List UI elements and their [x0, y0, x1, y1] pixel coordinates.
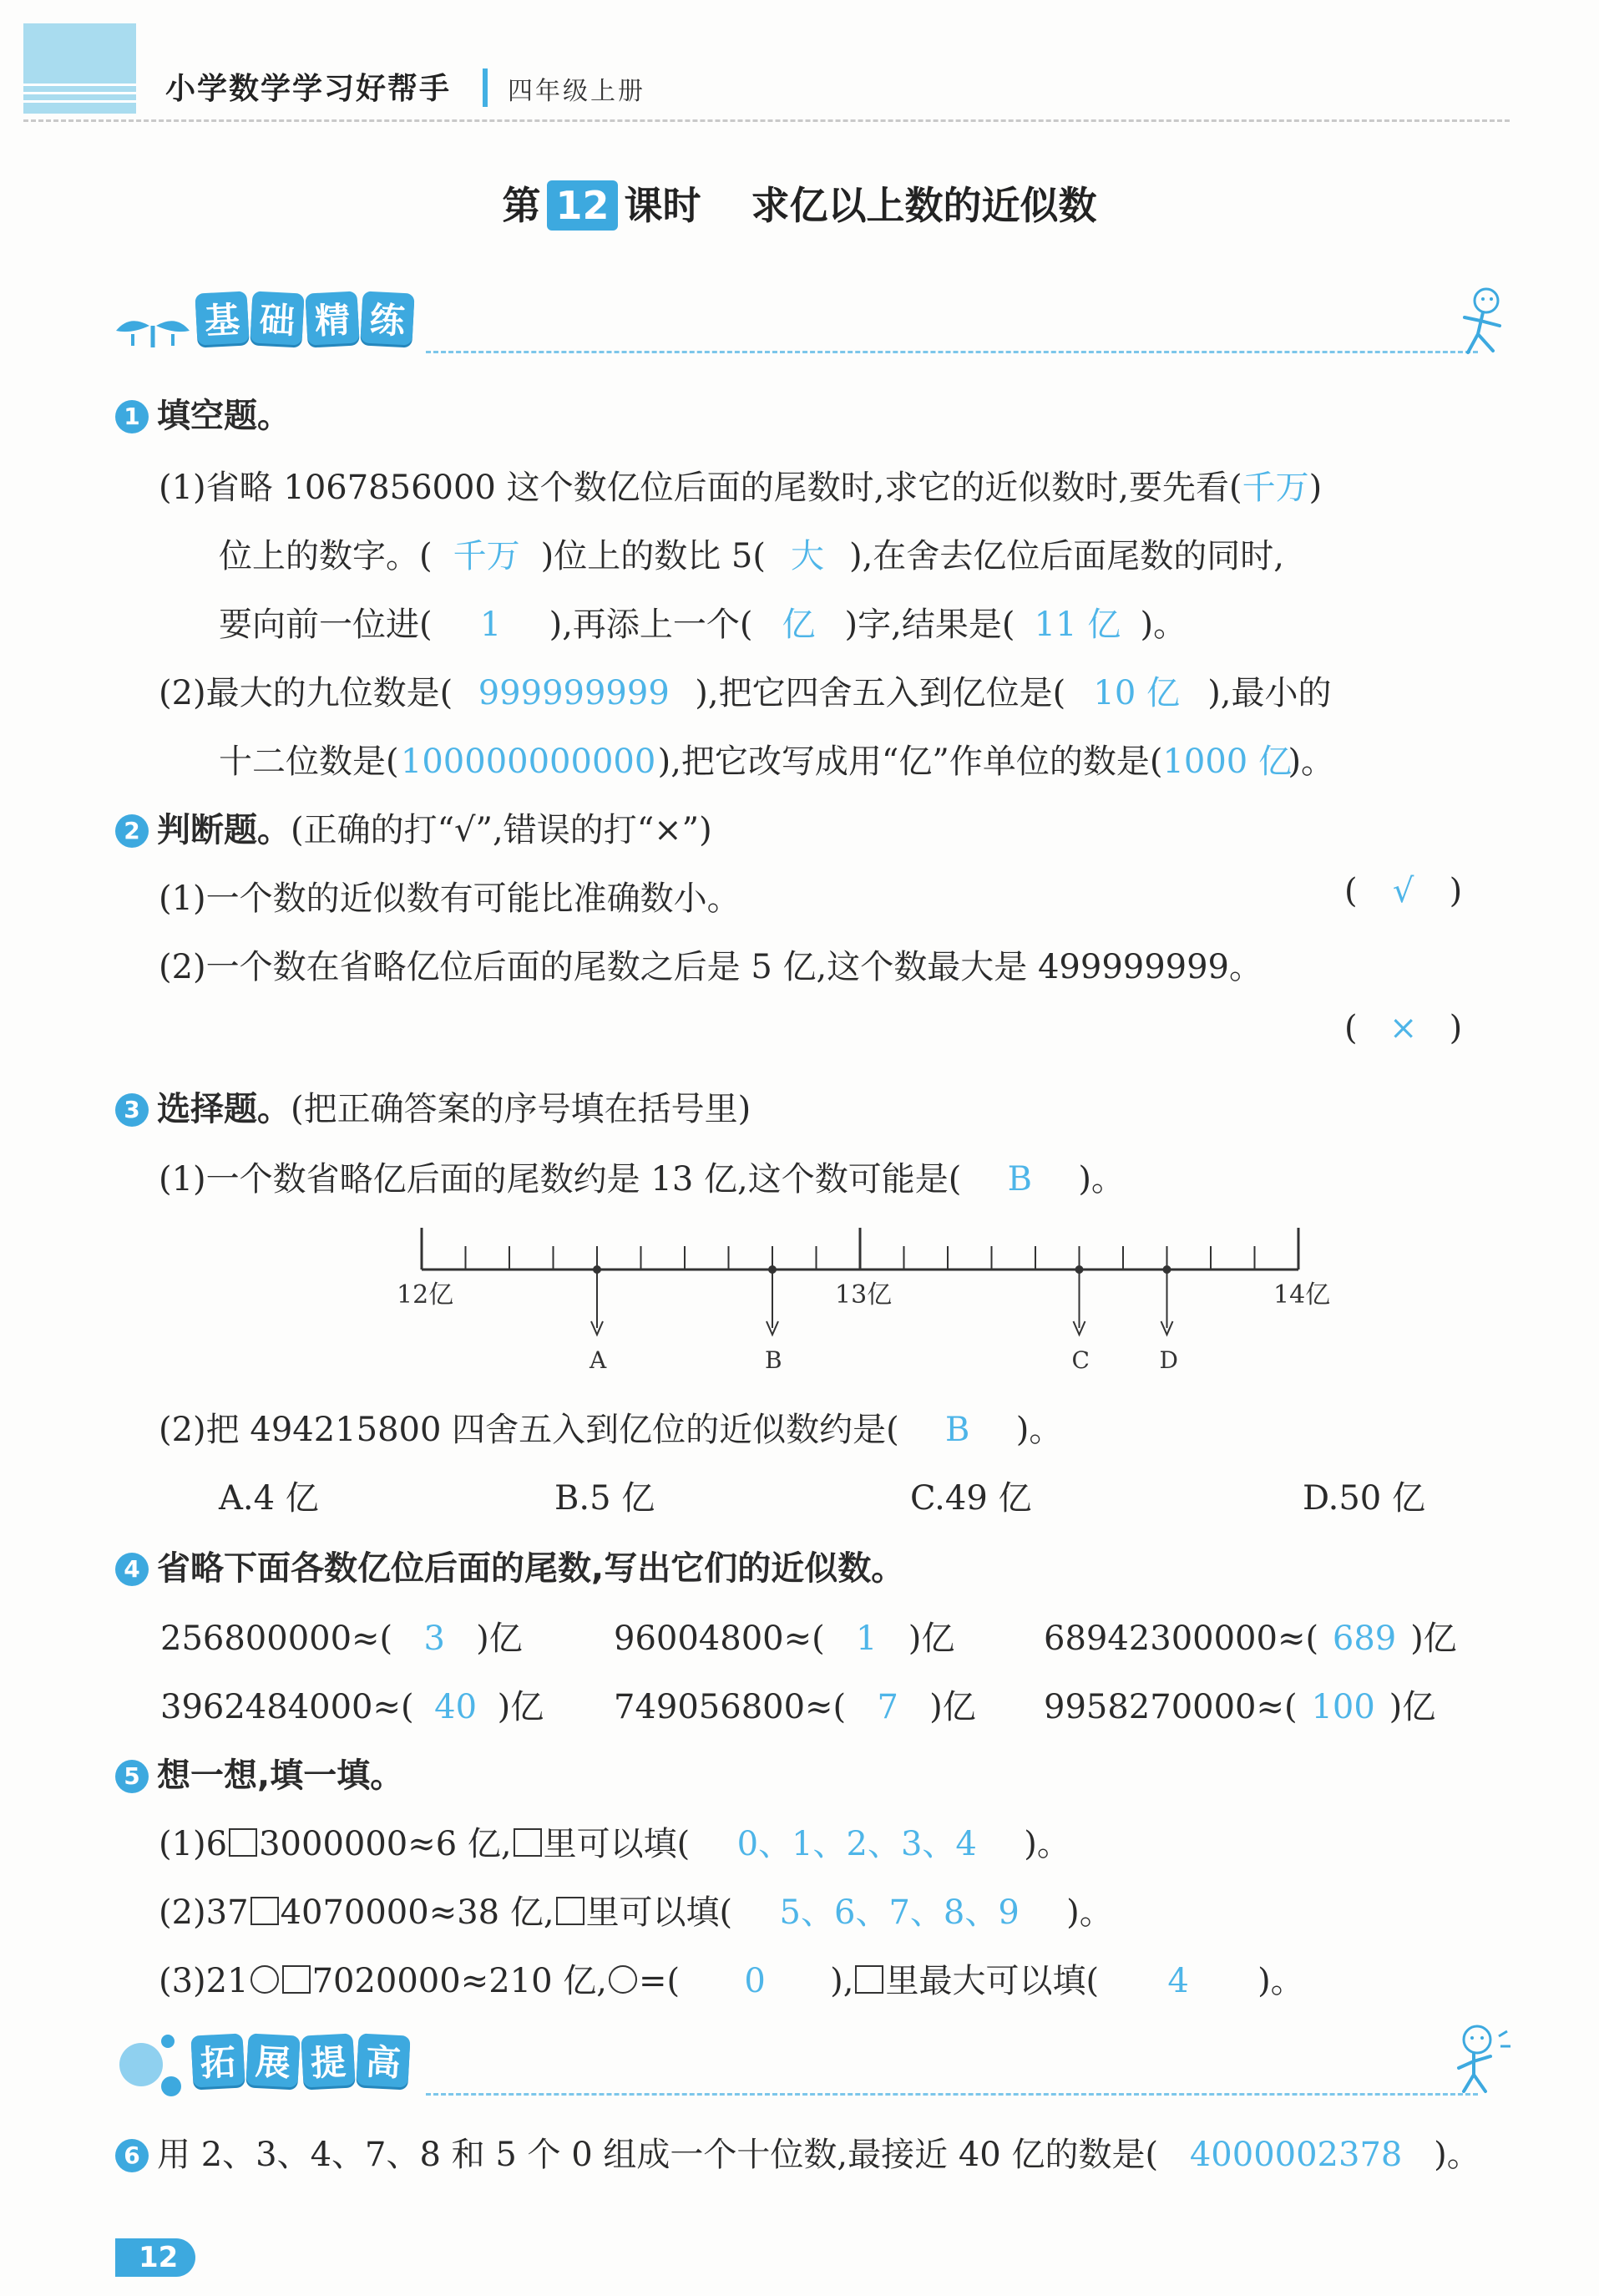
lesson-prefix: 第: [502, 183, 541, 228]
q6: [115, 2128, 1480, 2176]
q1-answer: 千万: [1242, 469, 1309, 507]
q4-heading: [115, 1542, 904, 1589]
q4-answer: 40: [434, 1688, 478, 1726]
section-char: 拓: [190, 2033, 245, 2087]
section-char: 展: [245, 2033, 300, 2087]
kid-running-icon: [1453, 284, 1511, 359]
q4-r2-c2: [614, 1680, 976, 1728]
q5-text: )。: [1066, 1893, 1113, 1932]
q3-option-a: A.4 亿: [219, 1479, 319, 1518]
q6-text: )。: [1434, 2136, 1480, 2174]
q5-answer: 5、6、7、8、9: [779, 1893, 1020, 1932]
q4-r2-c1: [160, 1680, 544, 1728]
bubbles-icon: [113, 2023, 192, 2102]
q1-answer: 亿: [782, 606, 816, 644]
q4-answer: 7: [877, 1688, 898, 1726]
q3-item2-text: )。: [1015, 1411, 1063, 1449]
q5-text: (3)21: [159, 1962, 249, 2000]
q1-l3-text: 要向前一位进(: [219, 606, 433, 644]
q1-answer: 10 亿: [1093, 674, 1181, 712]
q5-text: ),: [830, 1962, 854, 2000]
q5-heading: [115, 1749, 403, 1797]
blank-circle-icon: [609, 1965, 637, 1994]
q2-item1-answer-box: [1344, 872, 1462, 910]
q2-answer: ×: [1389, 1009, 1418, 1047]
q1-answer: 11 亿: [1034, 606, 1121, 644]
header-rule: [23, 119, 1510, 122]
q5-number-badge: 5: [115, 1760, 149, 1793]
q3-heading: [115, 1082, 751, 1130]
q5-text: )。: [1024, 1825, 1070, 1863]
q1-answer: 1000 亿: [1162, 743, 1292, 781]
blank-square-icon: [514, 1828, 542, 1857]
q3-answer: B: [1007, 1160, 1033, 1199]
q1-l4-text: ),把它四舍五入到亿位是(: [695, 674, 1066, 712]
q5-item2: [159, 1886, 1113, 1934]
q4-r1-c2: [614, 1612, 954, 1660]
q4-answer: 3: [423, 1619, 445, 1658]
q2-title: 判断题。: [157, 811, 291, 849]
q5-item3: [159, 1954, 1304, 2002]
q5-text: 7020000≈210 亿,: [311, 1962, 607, 2000]
section-dash: [426, 2093, 1478, 2096]
number-line-label: 13亿: [835, 1280, 893, 1310]
q3-option-b: B.5 亿: [554, 1479, 655, 1518]
q5-text: 3000000≈6 亿,: [259, 1825, 512, 1863]
q1-line3: [219, 598, 1187, 646]
blank-square-icon: [250, 1897, 279, 1925]
q1-number-badge: 1: [115, 400, 149, 433]
q1-l5-text: 十二位数是(: [219, 743, 399, 781]
q1-answer: 100000000000: [400, 743, 656, 781]
q4-title: 省略下面各数亿位后面的尾数,写出它们的近似数。: [157, 1549, 905, 1588]
q3-option-c: C.49 亿: [910, 1479, 1032, 1518]
q5-title: 想一想,填一填。: [157, 1756, 404, 1795]
q4-r2-c3: [1044, 1680, 1435, 1728]
q3-item1-text: )。: [1078, 1160, 1125, 1199]
section-char: 精: [305, 291, 359, 345]
section-char: 高: [356, 2033, 410, 2087]
section-char: 提: [301, 2033, 355, 2087]
q3-item1: [159, 1153, 1125, 1200]
lesson-topic: 求亿以上数的近似数: [751, 183, 1097, 228]
q5-text: 4070000≈38 亿,: [280, 1893, 554, 1932]
q4-r1-c3: [1044, 1612, 1457, 1660]
page-number: 12: [115, 2238, 195, 2277]
q4-number: 9958270000≈(: [1044, 1688, 1298, 1726]
q5-text: (2)37: [159, 1893, 249, 1932]
section-char: 础: [250, 291, 304, 345]
number-line-label: 12亿: [397, 1280, 454, 1310]
q1-title: 填空题。: [157, 397, 291, 435]
q1-line1: [159, 461, 1322, 509]
q1-heading: [115, 389, 291, 437]
q2-answer: √: [1392, 872, 1414, 910]
q3-answer: B: [945, 1411, 970, 1449]
q3-item2: [159, 1403, 1062, 1451]
q1-l5-text: ),把它改写成用“亿”作单位的数是(: [657, 743, 1163, 781]
header-decor-lines: [23, 84, 136, 109]
lesson-number: 12: [547, 180, 617, 231]
q1-answer: 千万: [453, 537, 520, 575]
q5-item1: [159, 1817, 1070, 1865]
q5-text: (1)6: [159, 1825, 228, 1863]
q1-answer: 大: [790, 537, 824, 575]
q1-answer: 999999999: [478, 674, 670, 712]
number-line: [392, 1219, 1336, 1370]
q6-answer: 4000002378: [1189, 2136, 1403, 2174]
q4-answer: 1: [855, 1619, 878, 1658]
paren-right: ): [1449, 1009, 1463, 1047]
q4-unit: )亿: [929, 1688, 976, 1726]
q2-item2-text: (2)一个数在省略亿位后面的尾数之后是 5 亿,这个数最大是 499999999。: [159, 948, 1263, 986]
blank-circle-icon: [250, 1965, 279, 1994]
q4-unit: )亿: [908, 1619, 955, 1658]
book-grade: 四年级上册: [508, 77, 645, 106]
q5-text: 里可以填(: [585, 1893, 733, 1932]
q3-number-badge: 3: [115, 1093, 149, 1127]
q1-l2-text: 位上的数字。(: [219, 537, 433, 575]
blank-square-icon: [229, 1828, 257, 1857]
blank-square-icon: [556, 1897, 584, 1925]
section-dash: [426, 351, 1478, 353]
q5-answer: 4: [1167, 1962, 1189, 2000]
q2-heading: [115, 803, 712, 851]
number-line-point-label: D: [1159, 1346, 1178, 1370]
q3-note: (把正确答案的序号填在括号里): [291, 1090, 751, 1128]
q4-unit: )亿: [1389, 1688, 1436, 1726]
q4-number: 96004800≈(: [614, 1619, 825, 1658]
q1-l1-text: ): [1308, 469, 1323, 507]
q4-number: 749056800≈(: [614, 1688, 847, 1726]
q1-line4: [159, 666, 1332, 714]
q1-l4-text: (2)最大的九位数是(: [159, 674, 453, 712]
paren-left: (: [1344, 1009, 1358, 1047]
q4-number-badge: 4: [115, 1553, 149, 1586]
q4-answer: 689: [1332, 1619, 1397, 1658]
q5-answer: 0、1、2、3、4: [736, 1825, 977, 1863]
q4-number: 68942300000≈(: [1044, 1619, 1319, 1658]
q4-unit: )亿: [476, 1619, 523, 1658]
number-line-point-label: A: [590, 1346, 607, 1370]
q4-unit: )亿: [1410, 1619, 1457, 1658]
blank-square-icon: [282, 1965, 311, 1994]
q1-line5: [219, 735, 1334, 783]
q6-number-badge: 6: [115, 2139, 149, 2172]
q3-item1-text: (1)一个数省略亿后面的尾数约是 13 亿,这个数可能是(: [159, 1160, 962, 1199]
kid-thinking-icon: [1449, 2020, 1516, 2095]
q4-number: 3962484000≈(: [160, 1688, 414, 1726]
q1-line2: [219, 530, 1284, 577]
section-char: 基: [195, 291, 249, 345]
q1-answer: 1: [479, 606, 502, 644]
q4-answer: 100: [1311, 1688, 1375, 1726]
number-line-point-label: B: [765, 1346, 782, 1370]
q4-unit: )亿: [497, 1688, 544, 1726]
paren-left: (: [1344, 872, 1358, 910]
q3-item2-text: (2)把 494215800 四舍五入到亿位的近似数约是(: [159, 1411, 899, 1449]
q5-text: )。: [1257, 1962, 1304, 2000]
q6-text: 用 2、3、4、7、8 和 5 个 0 组成一个十位数,最接近 40 亿的数是(: [157, 2136, 1159, 2174]
blank-square-icon: [855, 1965, 883, 1994]
q5-text: 里可以填(: [543, 1825, 691, 1863]
q1-l3-text: ),再添上一个(: [549, 606, 753, 644]
section-char: 练: [360, 291, 414, 345]
q2-item1: [159, 872, 741, 920]
q1-l4-text: ),最小的: [1207, 674, 1332, 712]
q2-note: (正确的打“√”,错误的打“×”): [291, 811, 712, 849]
q4-r1-c1: [160, 1612, 523, 1660]
lesson-suffix: 课时: [624, 183, 701, 228]
q2-number-badge: 2: [115, 814, 149, 848]
q5-text: =(: [639, 1962, 681, 2000]
number-line-point-label: C: [1071, 1346, 1090, 1370]
q5-answer: 0: [744, 1962, 766, 2000]
q2-item1-text: (1)一个数的近似数有可能比准确数小。: [159, 879, 741, 918]
q4-number: 256800000≈(: [160, 1619, 393, 1658]
number-line-label: 14亿: [1273, 1280, 1331, 1310]
header-divider: [483, 68, 488, 107]
q1-l2-text: )位上的数比 5(: [540, 537, 766, 575]
q1-l1-text: (1)省略 1067856000 这个数亿位后面的尾数时,求它的近似数时,要先看(: [159, 469, 1242, 507]
lesson-title: [0, 175, 1599, 231]
q1-l3-text: )字,结果是(: [844, 606, 1015, 644]
q5-text: 里最大可以填(: [885, 1962, 1100, 2000]
q1-l5-text: )。: [1288, 743, 1335, 781]
q3-title: 选择题。: [157, 1090, 291, 1128]
q1-l3-text: )。: [1140, 606, 1187, 644]
paren-right: ): [1449, 872, 1463, 910]
q2-item2-answer-box: [1344, 1009, 1462, 1047]
q1-l2-text: ),在舍去亿位后面尾数的同时,: [848, 537, 1285, 575]
sprout-icon: [113, 297, 193, 347]
q3-option-d: D.50 亿: [1303, 1479, 1425, 1518]
q2-item2: [159, 940, 1263, 988]
book-title: 小学数学学习好帮手: [165, 72, 452, 106]
